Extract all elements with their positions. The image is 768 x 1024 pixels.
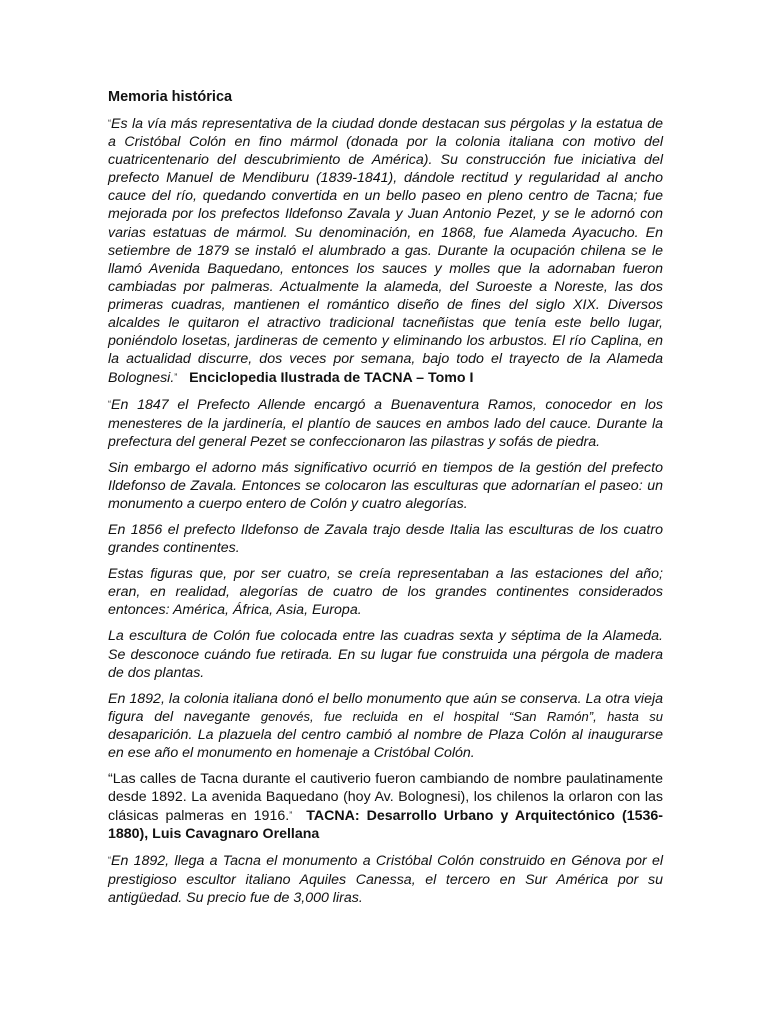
close-quote: ” xyxy=(289,810,293,821)
open-quote: “ xyxy=(108,399,111,410)
open-quote: “ xyxy=(108,118,111,128)
paragraph-9-text: En 1892, llega a Tacna el monumento a Cristóbal Colón construido en Génova por el prestigioso escultor italiano Aquiles Canessa, el tercero en Sur América por su antigüedad. Su precio fue de 3,000 liras. xyxy=(108,853,663,906)
paragraph-8-source: TACNA: Desarrollo Urbano y Arquitectónico (1536-1880), Luis Cavagnaro Orellana xyxy=(108,808,664,843)
paragraph-8-text: “Las calles de Tacna durante el cautiverio fueron cambiando de nombre paulatinamente desde 1892. La avenida Baquedano (hoy Av. Bolognesi), los chilenos la orlaron con las clásicas palmeras en 1916. xyxy=(108,771,663,825)
paragraph-1-source: Enciclopedia Ilustrada de TACNA – Tomo I xyxy=(189,370,474,387)
paragraph-7-part-b: genovés, fue recluida en el hospital “San Ramón”, hasta su xyxy=(260,708,663,724)
paragraph-5: Estas figuras que, por ser cuatro, se creía representaban a las estaciones del año; eran, en realidad, alegorías de cuatro de los grandes continentes considerados entonces: América, África, Asia, Europa. xyxy=(108,566,663,619)
open-quote: “ xyxy=(108,855,111,866)
paragraph-8 xyxy=(108,770,663,843)
paragraph-3: Sin embargo el adorno más significativo ocurrió en tiempos de la gestión del prefecto Ildefonso de Zavala. Entonces se colocaron las esculturas que adornarían el paseo: un monumento a cuerpo entero de Colón y cuatro alegorías. xyxy=(108,459,663,512)
paragraph-7-part-a: En 1892, la colonia italiana donó el bello monumento que aún se conserva. La otra vieja figura del navegante xyxy=(108,690,663,725)
document-title: Memoria histórica xyxy=(108,89,233,105)
paragraph-9 xyxy=(108,851,663,906)
paragraph-7-part-c: desaparición. La plazuela del centro cambió al nombre de Plaza Colón al inaugurarse en ese año el monumento en homenaje a Cristóbal Colón. xyxy=(108,726,663,761)
paragraph-6: La escultura de Colón fue colocada entre las cuadras sexta y séptima de la Alameda. Se desconoce cuándo fue retirada. En su lugar fue construida una pérgola de madera de dos plantas. xyxy=(108,628,663,681)
document-page xyxy=(108,88,663,915)
paragraph-7 xyxy=(108,690,663,762)
paragraph-2 xyxy=(108,395,663,450)
paragraph-4: En 1856 el prefecto Ildefonso de Zavala trajo desde Italia las esculturas de los cuatro grandes continentes. xyxy=(108,521,663,557)
paragraph-2-text: En 1847 el Prefecto Allende encargó a Buenaventura Ramos, conocedor en los menesteres de la jardinería, el plantío de sauces en ambos lado del cauce. Durante la prefectura del general Pezet se confeccionaron las pilastras y sofás de piedra. xyxy=(108,397,663,450)
paragraph-1 xyxy=(108,114,663,387)
paragraph-1-text: Es la vía más representativa de la ciudad donde destacan sus pérgolas y la estatua de a Cristóbal Colón en fino mármol (donada por la colonia italiana con motivo del cuatricentenario del descubrimiento de América). Su construcción fue iniciativa del prefecto Manuel de Mendiburu (1839-1841), dándole rectitud y regularidad al ancho cauce del río, quedando convertida en un bello paseo en pleno centro de Tacna; fue mejorada por los prefectos Ildefonso Zavala y Juan Antonio Pezet, y se le adornó con varias estatuas de mármol. Su denominación, en 1868, fue Alameda Ayacucho. En setiembre de 1879 se instaló el alumbrado a gas. Durante la ocupación chilena se le llamó Avenida Baquedano, entonces los sauces y molles que la adornaban fueron cambiadas por palmeras. Actualmente la alameda, del Suroeste a Noreste, las dos primeras cuadras, mantienen el romántico diseño de fines del siglo XIX. Diversos alcaldes le quitaron el atractivo tradicional tacneñistas que tenía este bello lugar, poniéndolo losetas, jardineras de cemento y eliminando los arbustos. El río Caplina, en la actualidad discurre, dos veces por semana, bajo todo el trayecto de la Alameda Bolognesi. xyxy=(108,116,663,387)
close-quote: ” xyxy=(174,372,178,383)
